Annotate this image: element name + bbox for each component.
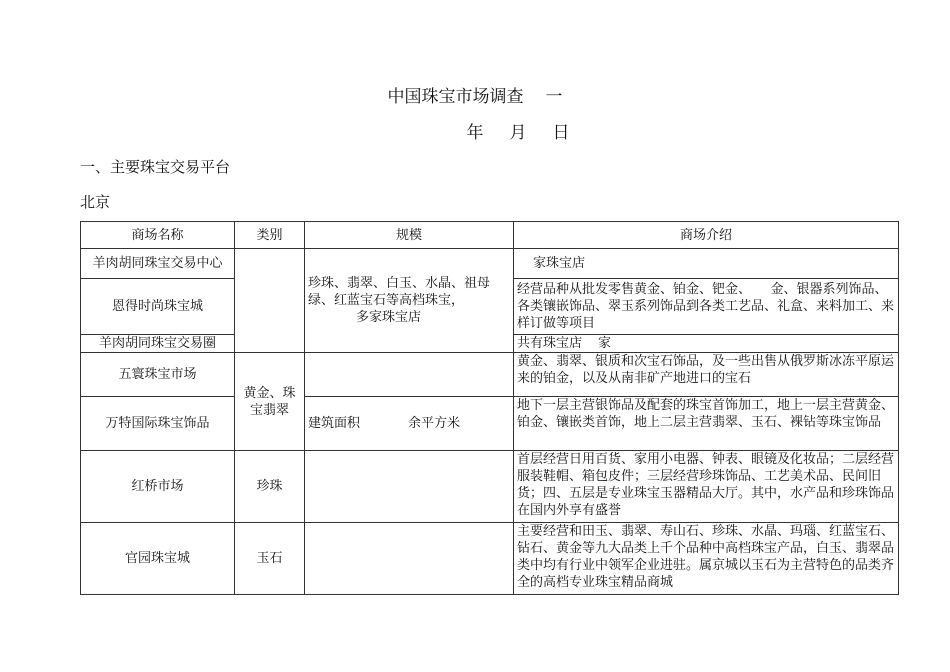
- cell-name: 官园珠宝城: [81, 523, 235, 595]
- cell-category: 玉石: [235, 523, 305, 595]
- header-name: 商场名称: [81, 222, 235, 249]
- cell-category: 珍珠: [235, 451, 305, 523]
- table-row: [81, 451, 899, 523]
- cell-intro: 主要经营和田玉、翡翠、寿山石、珍珠、水晶、玛瑙、红蓝宝石、钻石、黄金等九大品类上千个品种中高档珠宝产品，白玉、翡翠品类中均有行业中领军企业进驻。属京城以玉石为主营特色的品类齐全的高档专业珠宝精品商城: [514, 523, 899, 595]
- cell-name: 羊肉胡同珠宝交易圈: [81, 335, 235, 353]
- header-category: 类别: [235, 222, 305, 249]
- cell-intro: 首层经营日用百货、家用小电器、钟表、眼镜及化妆品；二层经营服装鞋帽、箱包皮件；三层经营珍珠饰品、工艺美术品、民间旧货；四、五层是专业珠宝玉器精品大厅。其中，水产品和珍珠饰品在国内外享有盛誉: [514, 451, 899, 523]
- table-row: [81, 249, 899, 279]
- cell-intro: 经营品种从批发零售黄金、铂金、钯金、 金、银器系列饰品、各类镶嵌饰品、翠玉系列饰品到各类工艺品、礼盒、来料加工、来样订做等项目: [514, 279, 899, 335]
- cell-name: 羊肉胡同珠宝交易中心: [81, 249, 235, 279]
- cell-intro: 共有珠宝店 家: [514, 335, 899, 353]
- cell-scale-empty: [305, 353, 514, 397]
- cell-scale-empty: [305, 523, 514, 595]
- cell-intro: 家珠宝店: [514, 249, 899, 279]
- table-row: [81, 353, 899, 397]
- city-heading: 北京: [80, 193, 111, 211]
- table-header-row: [81, 222, 899, 249]
- market-table: [80, 221, 899, 595]
- cell-scale: 建筑面积 余平方米: [305, 397, 514, 451]
- section-heading: 一、主要珠宝交易平台: [80, 158, 231, 176]
- cell-name: 五寰珠宝市场: [81, 353, 235, 397]
- header-intro: 商场介绍: [514, 222, 899, 249]
- cell-intro: 黄金、翡翠、银质和次宝石饰品，及一些出售从俄罗斯冰冻平原运来的铂金，以及从南非矿产地进口的宝石: [514, 353, 899, 397]
- cell-name: 恩得时尚珠宝城: [81, 279, 235, 335]
- date-line: 年 月 日: [466, 123, 570, 143]
- document-title: 中国珠宝市场调查 一: [387, 87, 563, 107]
- cell-scale-empty: [305, 451, 514, 523]
- cell-intro: 地下一层主营银饰品及配套的珠宝首饰加工，地上一层主营黄金、铂金、镶嵌类首饰，地上二层主营翡翠、玉石、裸钻等珠宝饰品: [514, 397, 899, 451]
- cell-category-empty: [235, 249, 305, 353]
- cell-name: 万特国际珠宝饰品: [81, 397, 235, 451]
- cell-category-merged: 黄金、珠宝翡翠: [235, 353, 305, 451]
- table-row: [81, 397, 899, 451]
- header-scale: 规模: [305, 222, 514, 249]
- cell-scale-merged: 珍珠、翡翠、白玉、水晶、祖母绿、红蓝宝石等高档珠宝，多家珠宝店: [305, 249, 514, 353]
- table-row: [81, 523, 899, 595]
- cell-name: 红桥市场: [81, 451, 235, 523]
